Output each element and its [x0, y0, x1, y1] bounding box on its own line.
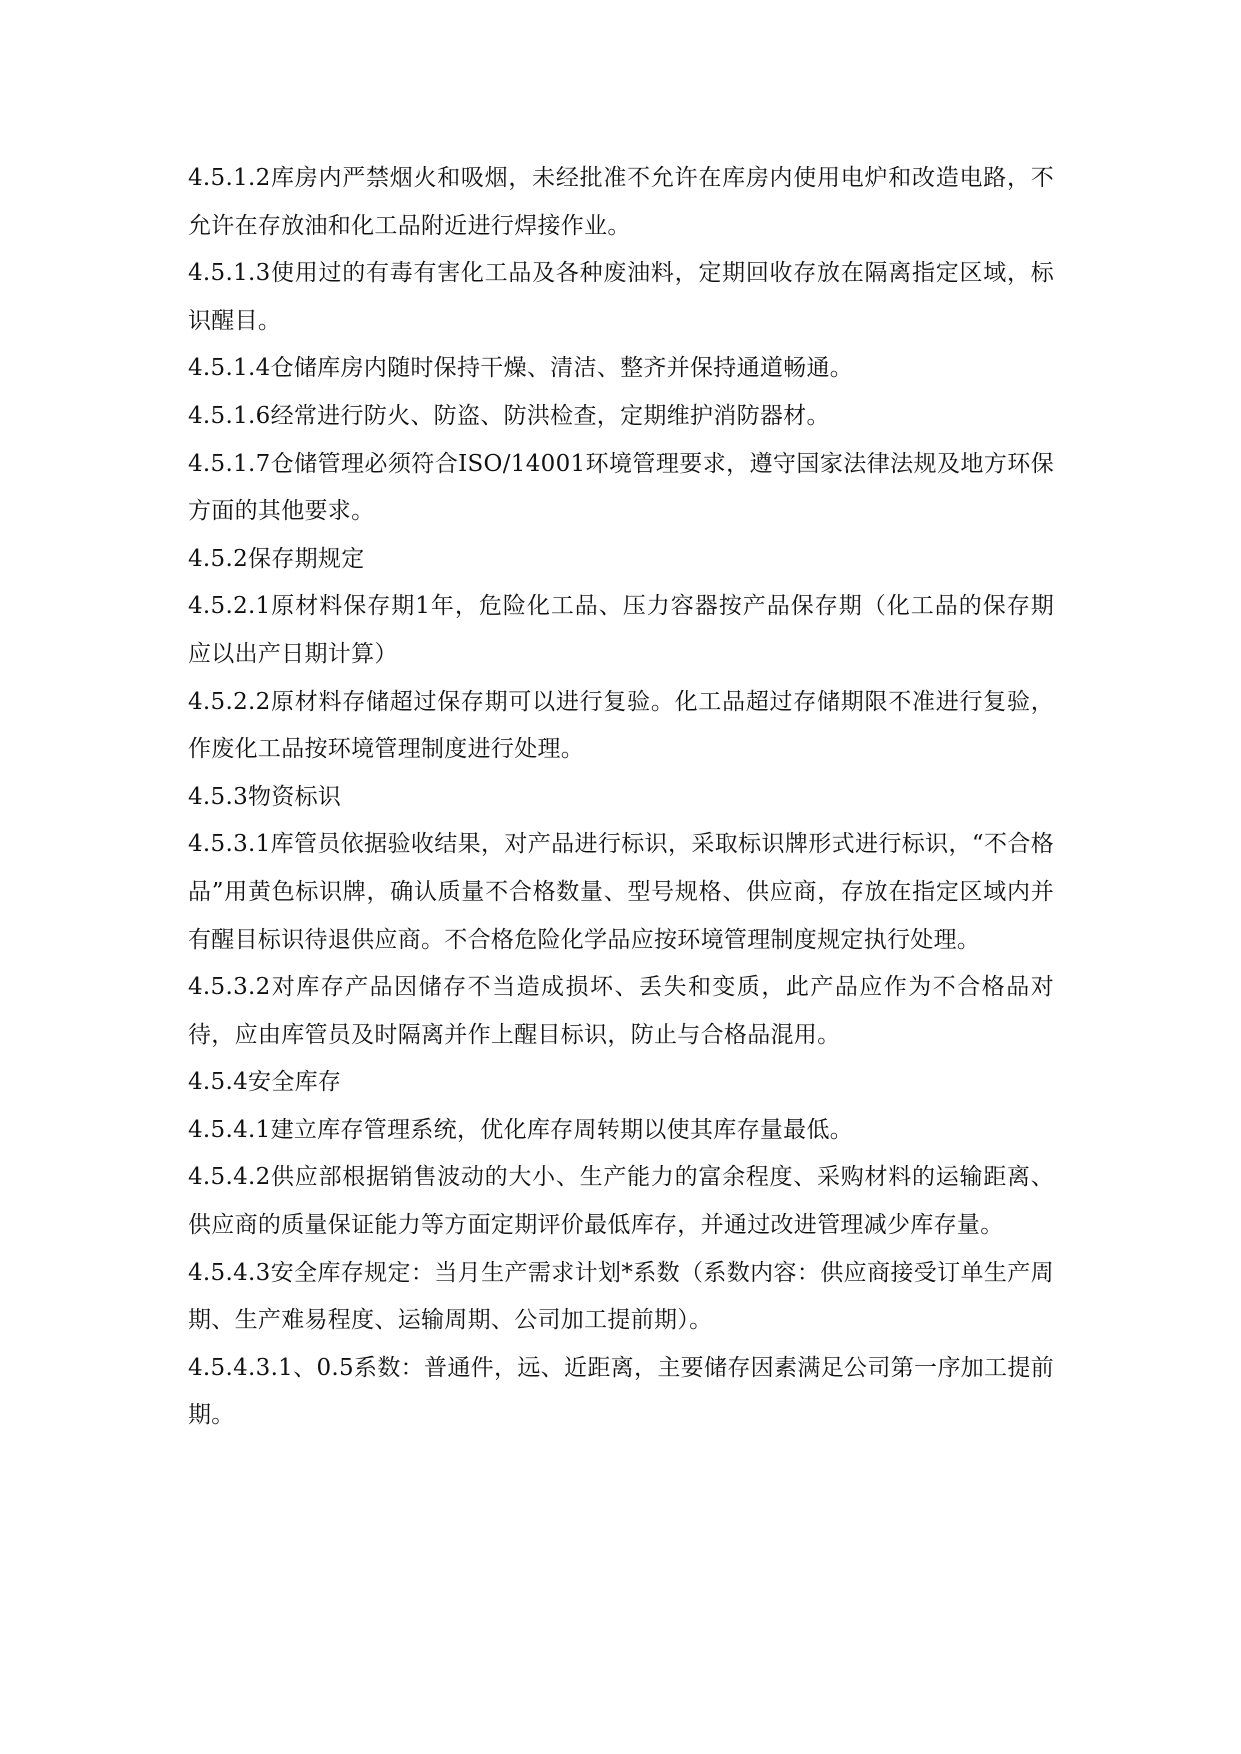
heading-4-5-3: 4.5.3物资标识	[188, 783, 342, 810]
paragraph-4-5-3-2: 4.5.3.2对库存产品因储存不当造成损坏、丢失和变质，此产品应作为不合格品对待，应由库管员及时隔离并作上醒目标识，防止与合格品混用。	[188, 974, 1054, 1048]
paragraph-4-5-1-4: 4.5.1.4仓储库房内随时保持干燥、清洁、整齐并保持通道畅通。	[188, 355, 854, 382]
document-body	[188, 155, 1054, 1440]
paragraph-4-5-4-3: 4.5.4.3安全库存规定：当月生产需求计划*系数（系数内容：供应商接受订单生产周期、生产难易程度、运输周期、公司加工提前期）。	[188, 1259, 1054, 1334]
heading-4-5-4: 4.5.4安全库存	[188, 1069, 342, 1096]
paragraph-4-5-4-1: 4.5.4.1建立库存管理系统，优化库存周转期以使其库存量最低。	[188, 1116, 854, 1143]
paragraph-4-5-1-6: 4.5.1.6经常进行防火、防盗、防洪检查，定期维护消防器材。	[188, 402, 830, 429]
paragraph-4-5-1-2: 4.5.1.2库房内严禁烟火和吸烟，未经批准不允许在库房内使用电炉和改造电路，不允许在存放油和化工品附近进行焊接作业。	[188, 165, 1054, 239]
paragraph-4-5-2-2: 4.5.2.2原材料存储超过保存期可以进行复验。化工品超过存储期限不准进行复验，作废化工品按环境管理制度进行处理。	[188, 688, 1054, 763]
paragraph-4-5-1-3: 4.5.1.3使用过的有毒有害化工品及各种废油料，定期回收存放在隔离指定区域，标识醒目。	[188, 260, 1054, 334]
paragraph-4-5-1-7: 4.5.1.7仓储管理必须符合ISO/14001环境管理要求，遵守国家法律法规及地方环保方面的其他要求。	[188, 450, 1054, 525]
paragraph-4-5-4-2: 4.5.4.2供应部根据销售波动的大小、生产能力的富余程度、采购材料的运输距离、供应商的质量保证能力等方面定期评价最低库存，并通过改进管理减少库存量。	[188, 1164, 1054, 1239]
paragraph-4-5-2-1: 4.5.2.1原材料保存期1年，危险化工品、压力容器按产品保存期（化工品的保存期应以出产日期计算）	[188, 593, 1054, 667]
paragraph-4-5-4-3-1: 4.5.4.3.1、0.5系数：普通件，远、近距离，主要储存因素满足公司第一序加工提前期。	[188, 1354, 1054, 1429]
heading-4-5-2: 4.5.2保存期规定	[188, 545, 365, 572]
paragraph-4-5-3-1: 4.5.3.1库管员依据验收结果，对产品进行标识，采取标识牌形式进行标识，“不合格品”用黄色标识牌，确认质量不合格数量、型号规格、供应商，存放在指定区域内并有醒目标识待退供应商。不合格危险化学品应按环境管理制度规定执行处理。	[188, 831, 1054, 953]
